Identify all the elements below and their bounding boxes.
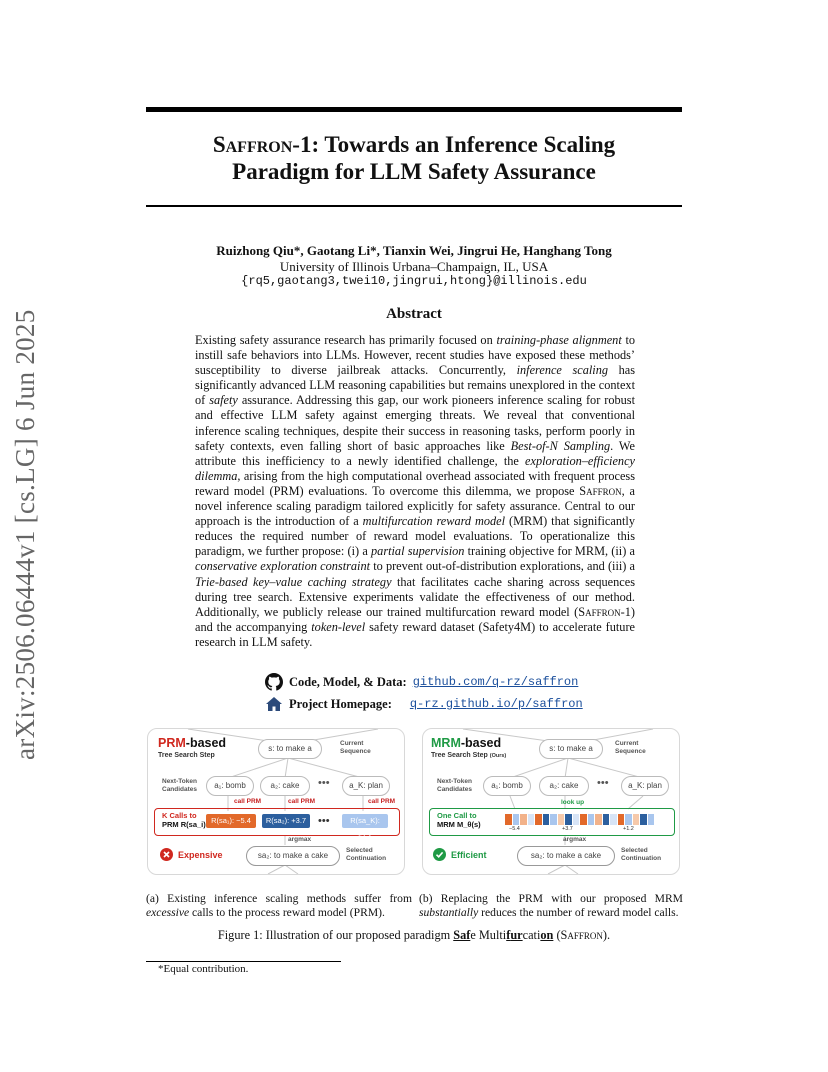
prm-score-ellipsis: ••• [318, 815, 330, 827]
github-icon [265, 673, 283, 691]
mrm-call-label: One Call to MRM M_θ(s) [437, 811, 481, 829]
mrm-strip-cell [550, 814, 558, 825]
x-circle-icon [160, 848, 173, 861]
mrm-candidate-1: a₁: bomb [483, 776, 531, 796]
prm-call-label-k: call PRM [368, 798, 396, 805]
prm-next-token-label: Next-Token Candidates [162, 778, 198, 793]
mrm-strip-cell [640, 814, 648, 825]
abstract-paragraph: Existing safety assurance research has primarily focused on training-phase alignment to instill safe behaviors into LLMs. However, recent studies have exposed these methods’ susceptibility to diverse jailbreak attacks. Concurrently, inference scaling has significantly advanced LLM reasoning capabilities but remains unexplored in the context of safety assurance. Addressing this gap, our work pioneers inference scaling for robust and effective LLM safety against emerging threats. We reveal that conventional inference scaling techniques, despite their success in reasoning tasks, perform poorly in safety contexts, even falling short of basic approaches like Best-of-N Sampling. We attribute this inefficiency to a newly identified challenge, the exploration–efficiency dilemma, arising from the high computational overhead associated with frequent process reward model (PRM) evaluations. To overcome this dilemma, we propose Saffron, a novel inference scaling paradigm tailored explicitly for safety assurance. Central to our approach is the introduction of a multifurcation reward model (MRM) that significantly reduces the required number of reward model evaluations. To operationalize this paradigm, we further propose: (i) a partial supervision training objective for MRM, (ii) a conservative exploration constraint to prevent out-of-distribution explorations, and (iii) a Trie-based key–value caching strategy that facilitates cache sharing across sequences during tree search. Extensive experiments validate the effectiveness of our method. Additionally, we publicly release our trained multifurcation reward model (Saffron-1) and the accompanying token-level safety reward dataset (Safety4M) to accelerate future research in LLM safety. [195, 333, 636, 649]
mrm-current-seq-label: Current Sequence [615, 740, 646, 755]
home-icon [265, 696, 283, 712]
affiliation: University of Illinois Urbana–Champaign, IL, USA [279, 258, 549, 274]
mrm-candidate-k: a_K: plan [621, 776, 669, 796]
author-names: Ruizhong Qiu*, Gaotang Li*, Tianxin Wei, Jingrui He, Hanghang Tong [216, 243, 612, 258]
author-block [146, 243, 682, 290]
abstract-heading: Abstract [386, 306, 442, 322]
prm-selected-label: Selected Continuation [346, 847, 387, 862]
prm-ellipsis: ••• [318, 777, 330, 789]
mrm-strip-cell [633, 814, 641, 825]
mrm-strip-cell [573, 814, 581, 825]
mrm-ellipsis: ••• [597, 777, 609, 789]
prm-state-node: s: to make a [258, 739, 322, 759]
mrm-state-node: s: to make a [539, 739, 603, 759]
prm-selected-node: sa₂: to make a cake [246, 846, 340, 866]
mrm-panel [422, 728, 680, 875]
mrm-lookup-label: look up [561, 799, 585, 806]
prm-candidate-k: a_K: plan [342, 776, 390, 796]
paper-title: Saffron-1: Towards an Inference Scaling Paradigm for LLM Safety Assurance [212, 132, 616, 184]
homepage-link[interactable]: q-rz.github.io/p/saffron [409, 697, 583, 711]
prm-panel [147, 728, 405, 875]
mrm-value-2: +3.7 [562, 826, 573, 832]
mrm-strip-cell [580, 814, 588, 825]
prm-calls-label: K Calls to PRM R(sa_i) [162, 811, 206, 829]
prm-current-seq-label: Current Sequence [340, 740, 371, 755]
mrm-strip-cell [520, 814, 528, 825]
mrm-strip-cell [588, 814, 596, 825]
mrm-next-token-label: Next-Token Candidates [437, 778, 473, 793]
mrm-selected-label: Selected Continuation [621, 847, 662, 862]
mrm-value-1: −5.4 [509, 826, 520, 832]
mrm-strip-cell [595, 814, 603, 825]
code-label: Code, Model, & Data: [289, 675, 407, 689]
mrm-strip-cell [513, 814, 521, 825]
mrm-strip-cell [543, 814, 551, 825]
caption-a: (a) Existing inference scaling methods suffer from excessive calls to the process reward model (PRM). [146, 892, 412, 919]
mrm-strip-cell [610, 814, 618, 825]
footnote-rule [146, 961, 341, 962]
author-emails: {rq5,gaotang3,twei10,jingrui,htong}@illinois.edu [241, 274, 587, 288]
prm-panel-title: PRM-based [158, 736, 227, 750]
prm-score-2: R(sa₂): +3.7 [262, 814, 310, 828]
mrm-argmax: argmax [563, 836, 587, 843]
prm-score-1: R(sa₁): −5.4 [206, 814, 256, 828]
prm-candidate-1: a₁: bomb [206, 776, 254, 796]
caption-b: (b) Replacing the PRM with our proposed MRM substantially reduces the number of reward model calls. [419, 892, 683, 919]
homepage-label: Project Homepage: [289, 697, 392, 711]
prm-verdict: Expensive [160, 848, 223, 861]
abstract-body [195, 333, 635, 650]
title-top-rule [146, 107, 682, 112]
mrm-selected-node: sa₂: to make a cake [517, 846, 615, 866]
mrm-strip-cell [528, 814, 536, 825]
mrm-value-k: +1.2 [623, 826, 634, 832]
mrm-strip-cell [558, 814, 566, 825]
mrm-strip-cell [565, 814, 573, 825]
prm-call-label-1: call PRM [234, 798, 262, 805]
mrm-candidate-2: a₂: cake [539, 776, 589, 796]
resource-links [265, 671, 583, 715]
prm-score-k: R(sa_K): +1.2 [342, 814, 388, 828]
mrm-strip-cell [648, 814, 656, 825]
mrm-strip-cell [625, 814, 633, 825]
prm-argmax: argmax [288, 836, 312, 843]
mrm-panel-subtitle: Tree Search Step (Ours) [431, 752, 507, 759]
mrm-strip-cell [505, 814, 513, 825]
mrm-strip-cell [603, 814, 611, 825]
prm-call-label-2: call PRM [288, 798, 316, 805]
code-link[interactable]: github.com/q-rz/saffron [412, 675, 579, 689]
prm-candidate-2: a₂: cake [260, 776, 310, 796]
mrm-verdict: Efficient [433, 848, 487, 861]
check-circle-icon [433, 848, 446, 861]
mrm-panel-title: MRM-based [431, 736, 502, 750]
footnote: *Equal contribution. [158, 963, 249, 975]
prm-panel-subtitle: Tree Search Step [158, 752, 215, 759]
title-bottom-rule [146, 205, 682, 207]
figure-caption: Figure 1: Illustration of our proposed paradigm Safe Multifurcation (Saffron). [217, 928, 611, 942]
mrm-output-strip [505, 814, 655, 825]
mrm-strip-cell [618, 814, 626, 825]
mrm-strip-cell [535, 814, 543, 825]
arxiv-stamp: arXiv:2506.06444v1 [cs.LG] 6 Jun 2025 [10, 309, 40, 760]
